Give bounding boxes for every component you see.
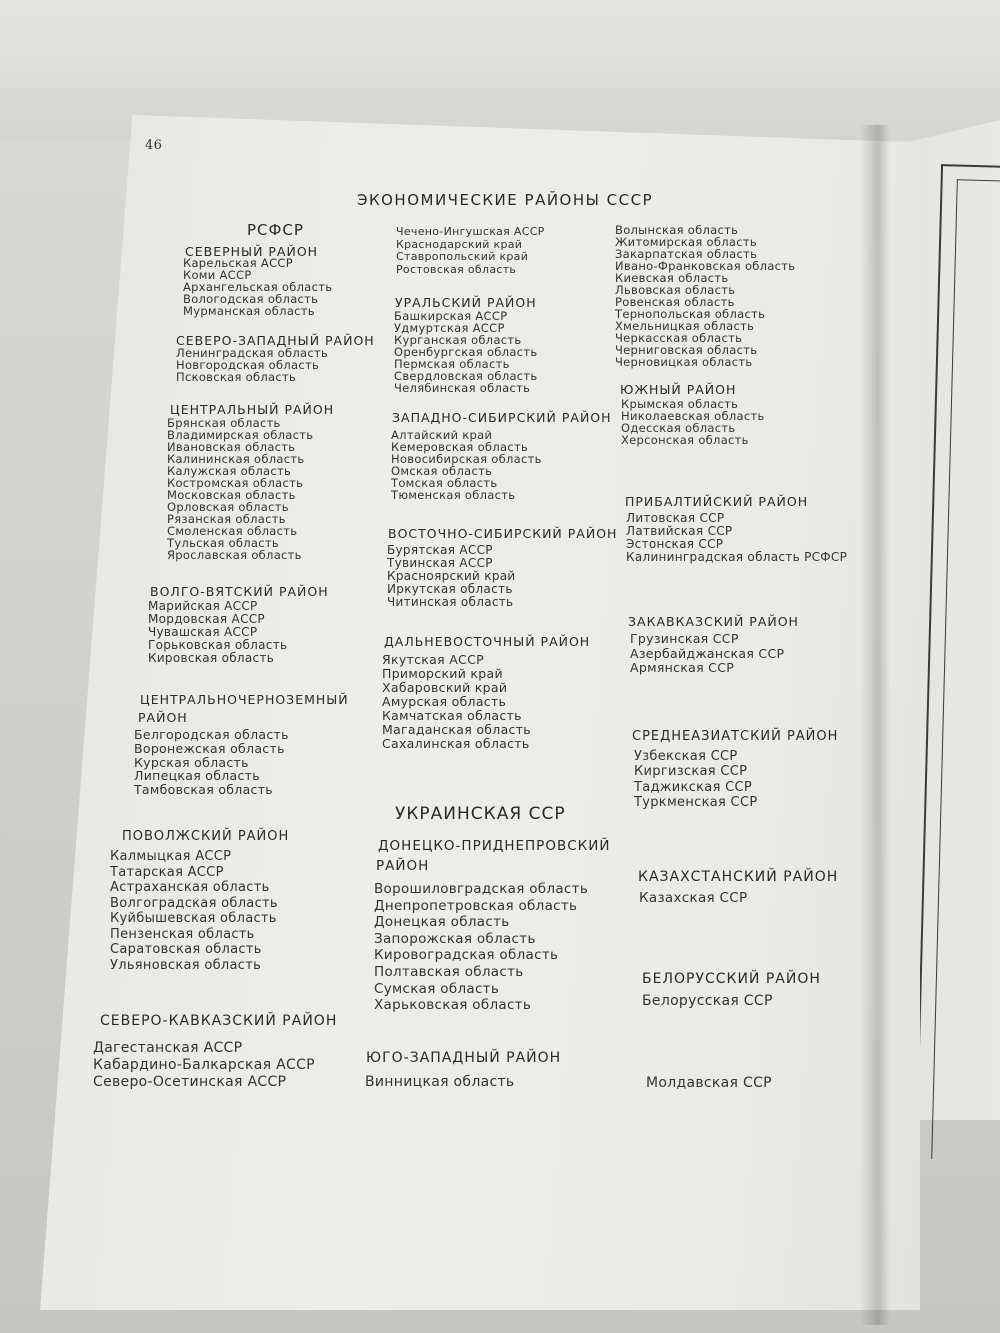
region-list-zap-sib: [391, 429, 542, 501]
list-item: Чечено-Ингушская АССР: [396, 225, 545, 238]
region-heading-dalnevost: ДАЛЬНЕВОСТОЧНЫЙ РАЙОН: [384, 634, 591, 649]
list-item: Хмельницкая область: [615, 319, 755, 333]
region-heading-kazakh: КАЗАХСТАНСКИЙ РАЙОН: [638, 869, 839, 885]
region-heading-cchr-2: РАЙОН: [138, 710, 188, 725]
list-item: Пензенская область: [110, 926, 255, 942]
list-item: Смоленская область: [167, 524, 298, 538]
list-item: Ростовская область: [396, 262, 517, 276]
list-item: Киргизская ССР: [634, 764, 748, 780]
list-item: Краснодарский край: [396, 237, 523, 251]
list-item: Псковская область: [176, 370, 297, 384]
region-heading-povolzh: ПОВОЛЖСКИЙ РАЙОН: [122, 829, 290, 844]
list-item: Карельская АССР: [183, 256, 293, 270]
region-list-sredneaz: [634, 749, 757, 810]
list-item: Челябинская область: [394, 381, 531, 395]
list-item: Ровенская область: [615, 295, 735, 309]
list-item: Латвийская ССР: [626, 524, 733, 538]
list-item: Кемеровская область: [391, 440, 529, 454]
list-item: Саратовская область: [110, 942, 262, 957]
list-item: Читинская область: [387, 595, 514, 609]
list-item: Хабаровский край: [382, 680, 508, 695]
list-item: Калмыцкая АССР: [110, 849, 232, 864]
list-item: Харьковская область: [374, 997, 532, 1014]
list-item: Калужская область: [167, 464, 292, 478]
list-item: Новгородская область: [176, 358, 320, 372]
list-item: Вологодская область: [183, 292, 319, 306]
region-heading-vost-sib: ВОСТОЧНО-СИБИРСКИЙ РАЙОН: [388, 526, 618, 541]
republic-heading-rsfsr: РСФСР: [247, 221, 304, 239]
region-heading-volgo-vyat: ВОЛГО-ВЯТСКИЙ РАЙОН: [150, 584, 329, 599]
region-list-yuzhny: [621, 398, 765, 446]
region-heading-severny: СЕВЕРНЫЙ РАЙОН: [185, 244, 319, 259]
list-item: Коми АССР: [183, 268, 252, 282]
list-item: Белорусская ССР: [642, 993, 773, 1009]
list-item: Кабардино-Балкарская АССР: [93, 1057, 315, 1073]
list-item: Армянская ССР: [630, 660, 735, 675]
list-item: Омская область: [391, 464, 493, 478]
list-item: Черниговская область: [615, 343, 758, 357]
list-item: Кировоградская область: [374, 947, 559, 964]
region-list-kazakh: [639, 890, 747, 906]
list-item: Свердловская область: [394, 369, 538, 383]
list-item: Закарпатская область: [615, 247, 758, 261]
list-item: Костромская область: [167, 476, 304, 490]
region-list-severny: [183, 257, 332, 317]
republic-heading-ukr: УКРАИНСКАЯ ССР: [395, 804, 566, 824]
region-list-donetsk: [374, 881, 588, 1014]
list-item: Калининградская область РСФСР: [626, 550, 848, 564]
list-item: Дагестанская АССР: [93, 1040, 243, 1056]
region-list-volgo-vyat: [148, 600, 287, 665]
region-list-yugo-zap-continued: [615, 224, 795, 368]
list-item: Астраханская область: [110, 880, 270, 895]
list-item: Житомирская область: [615, 235, 757, 249]
region-list-sev-zap: [176, 347, 328, 383]
list-item: Кировская область: [148, 651, 275, 665]
region-heading-zakavkaz: ЗАКАВКАЗСКИЙ РАЙОН: [628, 614, 799, 629]
list-item: Таджикская ССР: [634, 779, 753, 795]
list-item: Башкирская АССР: [394, 309, 508, 323]
list-item: Мурманская область: [183, 304, 315, 318]
list-item: Тувинская АССР: [387, 556, 493, 570]
list-item: Винницкая область: [365, 1074, 515, 1090]
region-heading-pribalt: ПРИБАЛТИЙСКИЙ РАЙОН: [625, 494, 809, 509]
page-title: ЭКОНОМИЧЕСКИЕ РАЙОНЫ СССР: [357, 191, 654, 209]
list-item: Донецкая область: [374, 914, 510, 931]
list-item: Херсонская область: [621, 433, 749, 447]
list-item: Воронежская область: [134, 740, 285, 756]
list-item: Тульская область: [167, 536, 279, 550]
list-item: Узбекская ССР: [634, 749, 738, 764]
list-item: Львовская область: [615, 283, 736, 297]
list-item: Марийская АССР: [148, 599, 258, 613]
list-item: Горьковская область: [148, 638, 288, 652]
region-list-pribalt: [626, 512, 847, 564]
list-item: Молдавская ССР: [646, 1075, 772, 1091]
list-item: Архангельская область: [183, 280, 333, 294]
list-item: Ярославская область: [167, 548, 302, 562]
list-item: Туркменская ССР: [634, 794, 758, 810]
list-item: Эстонская ССР: [626, 537, 724, 551]
list-item: Орловская область: [167, 500, 289, 514]
region-heading-zap-sib: ЗАПАДНО-СИБИРСКИЙ РАЙОН: [392, 410, 612, 425]
list-item: Московская область: [167, 488, 296, 502]
region-list-sev-kav: [93, 1040, 315, 1091]
list-item: Приморский край: [382, 666, 503, 681]
list-item: Ставропольский край: [396, 250, 529, 263]
region-list-belorus: [642, 993, 773, 1009]
list-item: Магаданская область: [382, 722, 531, 737]
region-heading-cchr-1: ЦЕНТРАЛЬНОЧЕРНОЗЕМНЫЙ: [140, 692, 349, 707]
region-heading-sev-zap: СЕВЕРО-ЗАПАДНЫЙ РАЙОН: [176, 333, 375, 348]
region-heading-donetsk-1: ДОНЕЦКО-ПРИДНЕПРОВСКИЙ: [378, 838, 611, 854]
list-item: Чувашская АССР: [148, 625, 258, 639]
list-item: Ивано-Франковская область: [615, 259, 796, 273]
list-item: Томская область: [391, 476, 498, 490]
list-item: Белгородская область: [134, 727, 289, 742]
region-list-zakavkaz: [630, 632, 784, 676]
region-list-vost-sib: [387, 544, 516, 609]
list-item: Одесская область: [621, 421, 736, 435]
list-item: Татарская АССР: [110, 864, 224, 880]
region-list-ural: [394, 310, 538, 394]
list-item: Амурская область: [382, 694, 507, 709]
list-item: Ленинградская область: [176, 346, 329, 360]
list-item: Ивановская область: [167, 440, 296, 454]
list-item: Ворошиловградская область: [374, 881, 589, 897]
list-item: Оренбургская область: [394, 345, 538, 359]
list-item: Рязанская область: [167, 512, 286, 526]
list-item: Азербайджанская ССР: [630, 645, 785, 661]
list-item: Бурятская АССР: [387, 543, 493, 557]
list-item: Удмуртская АССР: [394, 321, 505, 335]
region-heading-yuzhny: ЮЖНЫЙ РАЙОН: [620, 382, 737, 397]
list-item: Грузинская ССР: [630, 631, 739, 646]
list-item: Сумская область: [374, 980, 500, 997]
region-heading-donetsk-2: РАЙОН: [376, 858, 430, 874]
list-item: Куйбышевская область: [110, 911, 277, 926]
list-item: Камчатская область: [382, 708, 522, 723]
list-item: Тернопольская область: [615, 307, 766, 321]
page-number: 46: [145, 138, 163, 153]
region-heading-yugo-zap: ЮГО-ЗАПАДНЫЙ РАЙОН: [366, 1050, 562, 1066]
region-list-povolzh: [110, 849, 278, 973]
region-heading-central: ЦЕНТРАЛЬНЫЙ РАЙОН: [170, 402, 335, 417]
list-item: Курская область: [134, 754, 249, 770]
list-item: Липецкая область: [134, 768, 260, 784]
list-item: Северо-Осетинская АССР: [93, 1074, 287, 1090]
list-item: Крымская область: [621, 397, 739, 411]
list-item: Черкасская область: [615, 331, 743, 345]
list-item: Киевская область: [615, 271, 729, 285]
list-item: Владимирская область: [167, 428, 314, 442]
list-item: Черновицкая область: [615, 355, 753, 369]
list-item: Алтайский край: [391, 428, 493, 442]
list-item: Волынская область: [615, 223, 739, 237]
region-list-sev-kav-continued: [396, 226, 545, 276]
list-item: Тамбовская область: [134, 782, 273, 798]
list-item: Якутская АССР: [382, 652, 484, 667]
list-item: Мордовская АССР: [148, 612, 265, 626]
list-item: Запорожская область: [374, 930, 536, 947]
region-list-cchr: [134, 728, 289, 797]
region-heading-sredneaz: СРЕДНЕАЗИАТСКИЙ РАЙОН: [632, 729, 839, 744]
region-list-dalnevost: [382, 653, 531, 751]
list-item: Красноярский край: [387, 569, 516, 583]
region-heading-belorus: БЕЛОРУССКИЙ РАЙОН: [642, 971, 821, 987]
list-item: Тюменская область: [391, 488, 516, 502]
list-item: Брянская область: [167, 416, 281, 430]
list-item: Волгоградская область: [110, 895, 278, 911]
region-list-moldav: [646, 1075, 772, 1091]
list-item: Курганская область: [394, 333, 522, 347]
list-item: Калининская область: [167, 452, 305, 466]
region-list-central: [167, 417, 313, 561]
list-item: Днепропетровская область: [374, 897, 578, 914]
list-item: Новосибирская область: [391, 452, 542, 466]
list-item: Иркутская область: [387, 582, 513, 596]
region-heading-ural: УРАЛЬСКИЙ РАЙОН: [395, 295, 537, 310]
list-item: Казахская ССР: [639, 890, 748, 906]
list-item: Николаевская область: [621, 409, 765, 423]
list-item: Сахалинская область: [382, 736, 530, 751]
region-heading-sev-kav: СЕВЕРО-КАВКАЗСКИЙ РАЙОН: [100, 1013, 338, 1029]
list-item: Полтавская область: [374, 963, 524, 980]
list-item: Ульяновская область: [110, 957, 262, 973]
list-item: Литовская ССР: [626, 511, 725, 525]
region-list-yugo-zap: [365, 1074, 514, 1091]
list-item: Пермская область: [394, 357, 510, 371]
